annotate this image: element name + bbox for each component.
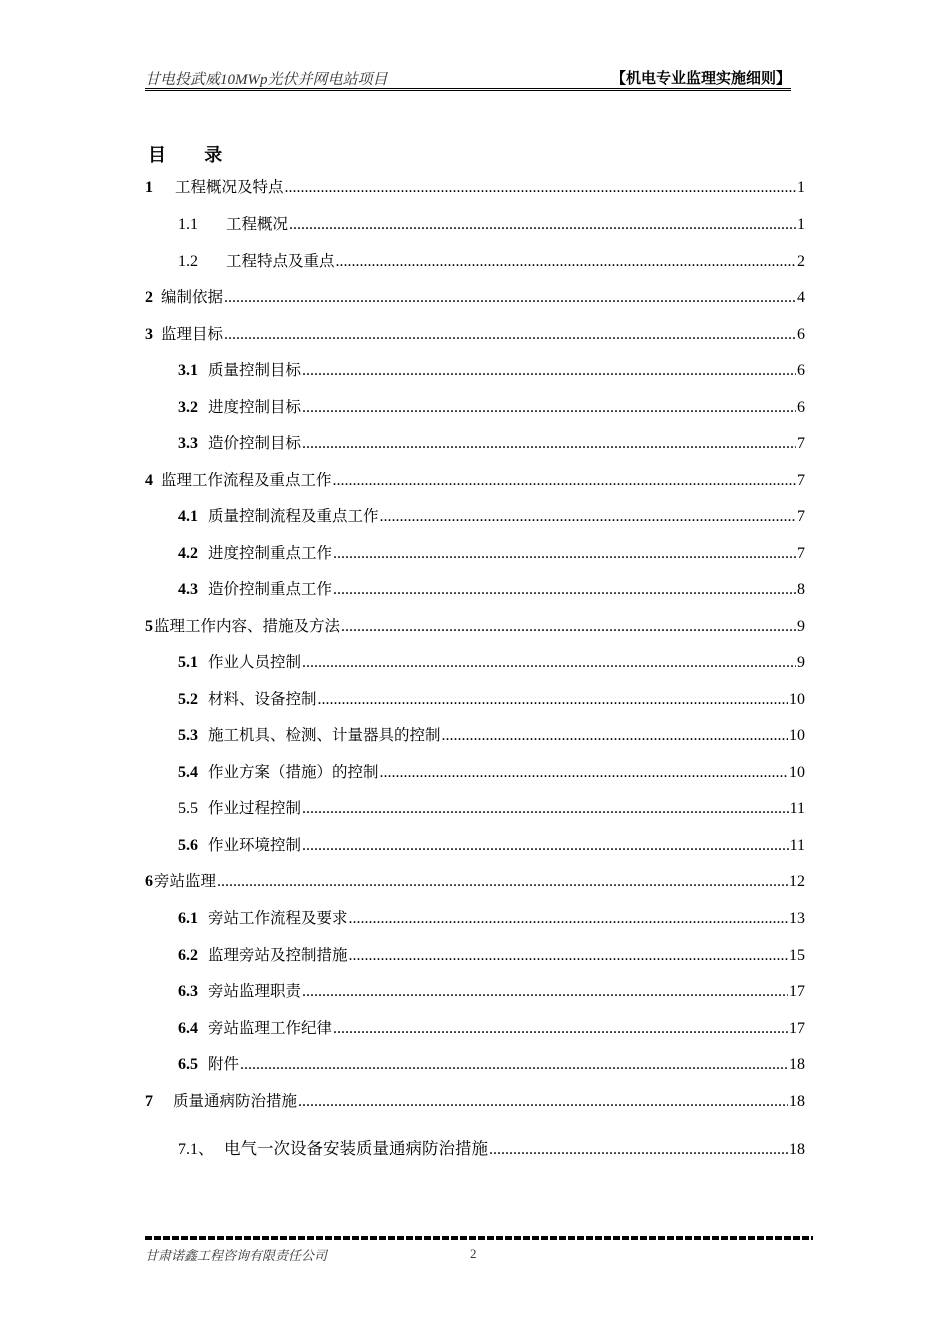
toc-entry-5-3[interactable] <box>178 724 805 746</box>
footer-divider <box>145 1236 813 1240</box>
toc-entry-text: 质量控制目标 <box>208 361 302 379</box>
toc-entry-number: 3.2 <box>178 399 198 416</box>
toc-entry-number: 2 <box>145 289 153 306</box>
toc-leader-dots <box>489 1139 788 1161</box>
toc-entry-text: 质量控制流程及重点工作 <box>208 507 379 525</box>
toc-entry-page: 9 <box>797 618 805 635</box>
toc-entry-page: 7 <box>797 435 805 452</box>
toc-leader-dots <box>341 616 796 638</box>
toc-entry-6-1[interactable] <box>178 907 805 929</box>
toc-entry-page: 7 <box>797 508 805 525</box>
toc-entry-number: 5.4 <box>178 764 198 781</box>
toc-entry-page: 6 <box>797 362 805 379</box>
toc-entry-6-4[interactable] <box>178 1017 805 1039</box>
toc-entry-page: 2 <box>797 253 805 270</box>
toc-entry-page: 17 <box>789 983 805 1000</box>
header-document-title: 【机电专业监理实施细则】 <box>610 69 791 87</box>
toc-entry-page: 10 <box>789 764 805 781</box>
toc-entry-text: 进度控制目标 <box>208 398 302 416</box>
toc-leader-dots <box>302 360 796 382</box>
toc-leader-dots <box>285 177 796 199</box>
toc-entry-3-2[interactable] <box>178 396 805 418</box>
toc-leader-dots <box>380 762 788 784</box>
toc-entry-5-4[interactable] <box>178 761 805 783</box>
toc-entry-text: 材料、设备控制 <box>208 690 317 708</box>
toc-entry-number: 7.1、 <box>178 1141 215 1158</box>
toc-entry-page: 11 <box>789 800 805 817</box>
toc-entry-page: 18 <box>789 1093 805 1110</box>
toc-entry-4-3[interactable] <box>178 578 805 600</box>
toc-entry-page: 9 <box>797 654 805 671</box>
toc-entry-page: 18 <box>789 1056 805 1073</box>
toc-entry-number: 6.2 <box>178 947 198 964</box>
toc-leader-dots <box>224 287 796 309</box>
toc-entry-text: 作业方案（措施）的控制 <box>208 763 379 781</box>
toc-entry-number: 5.2 <box>178 691 198 708</box>
toc-entry-page: 10 <box>789 727 805 744</box>
toc-entry-page: 17 <box>789 1020 805 1037</box>
toc-entry-page: 15 <box>789 947 805 964</box>
toc-entry-5-2[interactable] <box>178 688 805 710</box>
toc-entry-text: 进度控制重点工作 <box>208 544 333 562</box>
toc-leader-dots <box>302 652 796 674</box>
toc-leader-dots <box>333 1018 788 1040</box>
toc-entry-text: 造价控制目标 <box>208 434 302 452</box>
toc-entry-3[interactable] <box>145 323 805 345</box>
toc-entry-1-2[interactable] <box>178 250 805 272</box>
toc-entry-page: 1 <box>797 216 805 233</box>
toc-entry-text: 工程概况及特点 <box>175 178 284 196</box>
toc-entry-2[interactable] <box>145 286 805 308</box>
toc-leader-dots <box>298 1091 788 1113</box>
toc-entry-page: 7 <box>797 545 805 562</box>
toc-entry-number: 3.3 <box>178 435 198 452</box>
toc-entry-page: 18 <box>789 1141 805 1158</box>
header-divider <box>145 88 791 91</box>
toc-entry-text: 作业过程控制 <box>208 799 302 817</box>
toc-entry-text: 工程特点及重点 <box>226 252 335 270</box>
toc-entry-7-1[interactable] <box>178 1138 805 1160</box>
toc-entry-text: 附件 <box>208 1055 240 1073</box>
toc-entry-page: 7 <box>797 472 805 489</box>
toc-leader-dots <box>380 506 796 528</box>
toc-entry-5[interactable] <box>145 615 805 637</box>
toc-leader-dots <box>333 579 796 601</box>
toc-leader-dots <box>224 324 796 346</box>
toc-leader-dots <box>442 725 788 747</box>
toc-entry-5-6[interactable] <box>178 834 805 856</box>
toc-entry-text: 监理工作内容、措施及方法 <box>154 617 341 635</box>
toc-entry-text: 造价控制重点工作 <box>208 580 333 598</box>
toc-leader-dots <box>240 1054 788 1076</box>
toc-entry-number: 4 <box>145 472 153 489</box>
toc-leader-dots <box>318 689 788 711</box>
toc-entry-5-5[interactable] <box>178 797 805 819</box>
toc-entry-number: 5 <box>145 618 153 635</box>
toc-entry-text: 旁站监理 <box>154 872 217 890</box>
toc-entry-page: 10 <box>789 691 805 708</box>
toc-entry-number: 3 <box>145 326 153 343</box>
toc-entry-text: 工程概况 <box>226 215 289 233</box>
toc-entry-6-2[interactable] <box>178 944 805 966</box>
toc-entry-number: 6.1 <box>178 910 198 927</box>
toc-entry-text: 质量通病防治措施 <box>173 1092 298 1110</box>
toc-entry-page: 1 <box>797 179 805 196</box>
toc-leader-dots <box>333 543 796 565</box>
header-project-title: 甘电投武威10MWp光伏并网电站项目 <box>145 72 388 88</box>
toc-entry-text: 旁站监理职责 <box>208 982 302 1000</box>
toc-entry-number: 4.1 <box>178 508 198 525</box>
toc-leader-dots <box>302 981 788 1003</box>
toc-entry-number: 6.3 <box>178 983 198 1000</box>
toc-leader-dots <box>349 908 788 930</box>
toc-entry-number: 5.1 <box>178 654 198 671</box>
toc-entry-text: 编制依据 <box>161 288 224 306</box>
toc-entry-number: 5.3 <box>178 727 198 744</box>
toc-entry-7[interactable] <box>145 1090 805 1112</box>
toc-entry-6[interactable] <box>145 870 805 892</box>
toc-heading: 目 录 <box>148 145 239 166</box>
toc-entry-page: 12 <box>789 873 805 890</box>
toc-entry-page: 4 <box>797 289 805 306</box>
toc-entry-number: 1.1 <box>178 216 198 233</box>
toc-entry-text: 监理目标 <box>161 325 224 343</box>
toc-entry-number: 1.2 <box>178 253 198 270</box>
toc-entry-number: 6.4 <box>178 1020 198 1037</box>
toc-entry-text: 施工机具、检测、计量器具的控制 <box>208 726 441 744</box>
toc-entry-3-1[interactable] <box>178 359 805 381</box>
toc-entry-number: 6 <box>145 873 153 890</box>
footer-company: 甘肃诺鑫工程咨询有限责任公司 <box>145 1249 328 1264</box>
page-header <box>145 64 791 90</box>
toc-entry-number: 5.6 <box>178 837 198 854</box>
toc-entry-text: 监理工作流程及重点工作 <box>161 471 332 489</box>
toc-entry-page: 6 <box>797 399 805 416</box>
toc-entry-number: 5.5 <box>178 800 198 817</box>
toc-entry-number: 1 <box>145 179 153 196</box>
toc-entry-1-1[interactable] <box>178 213 805 235</box>
toc-entry-text: 旁站监理工作纪律 <box>208 1019 333 1037</box>
toc-entry-text: 监理旁站及控制措施 <box>208 946 348 964</box>
toc-entry-number: 7 <box>145 1093 153 1110</box>
toc-entry-number: 3.1 <box>178 362 198 379</box>
toc-entry-text: 作业人员控制 <box>208 653 302 671</box>
toc-leader-dots <box>302 835 789 857</box>
toc-leader-dots <box>349 945 788 967</box>
toc-entry-6-3[interactable] <box>178 980 805 1002</box>
toc-leader-dots <box>302 433 796 455</box>
toc-entry-page: 11 <box>789 837 805 854</box>
toc-leader-dots <box>336 251 796 273</box>
toc-entry-number: 4.3 <box>178 581 198 598</box>
toc-leader-dots <box>333 470 796 492</box>
toc-entry-5-1[interactable] <box>178 651 805 673</box>
footer-page-number: 2 <box>470 1246 477 1261</box>
toc-entry-4-1[interactable] <box>178 505 805 527</box>
toc-leader-dots <box>302 397 796 419</box>
toc-entry-text: 旁站工作流程及要求 <box>208 909 348 927</box>
toc-entry-1[interactable] <box>145 176 805 198</box>
toc-leader-dots <box>217 871 788 893</box>
toc-entry-page: 6 <box>797 326 805 343</box>
toc-leader-dots <box>289 214 796 236</box>
toc-entry-number: 4.2 <box>178 545 198 562</box>
toc-entry-4[interactable] <box>145 469 805 491</box>
toc-entry-text: 作业环境控制 <box>208 836 302 854</box>
toc-entry-page: 13 <box>789 910 805 927</box>
toc-leader-dots <box>302 798 789 820</box>
toc-entry-number: 6.5 <box>178 1056 198 1073</box>
toc-entry-4-2[interactable] <box>178 542 805 564</box>
toc-entry-page: 8 <box>797 581 805 598</box>
toc-entry-6-5[interactable] <box>178 1053 805 1075</box>
toc-entry-text: 电气一次设备安装质量通病防治措施 <box>224 1139 489 1158</box>
toc-entry-3-3[interactable] <box>178 432 805 454</box>
